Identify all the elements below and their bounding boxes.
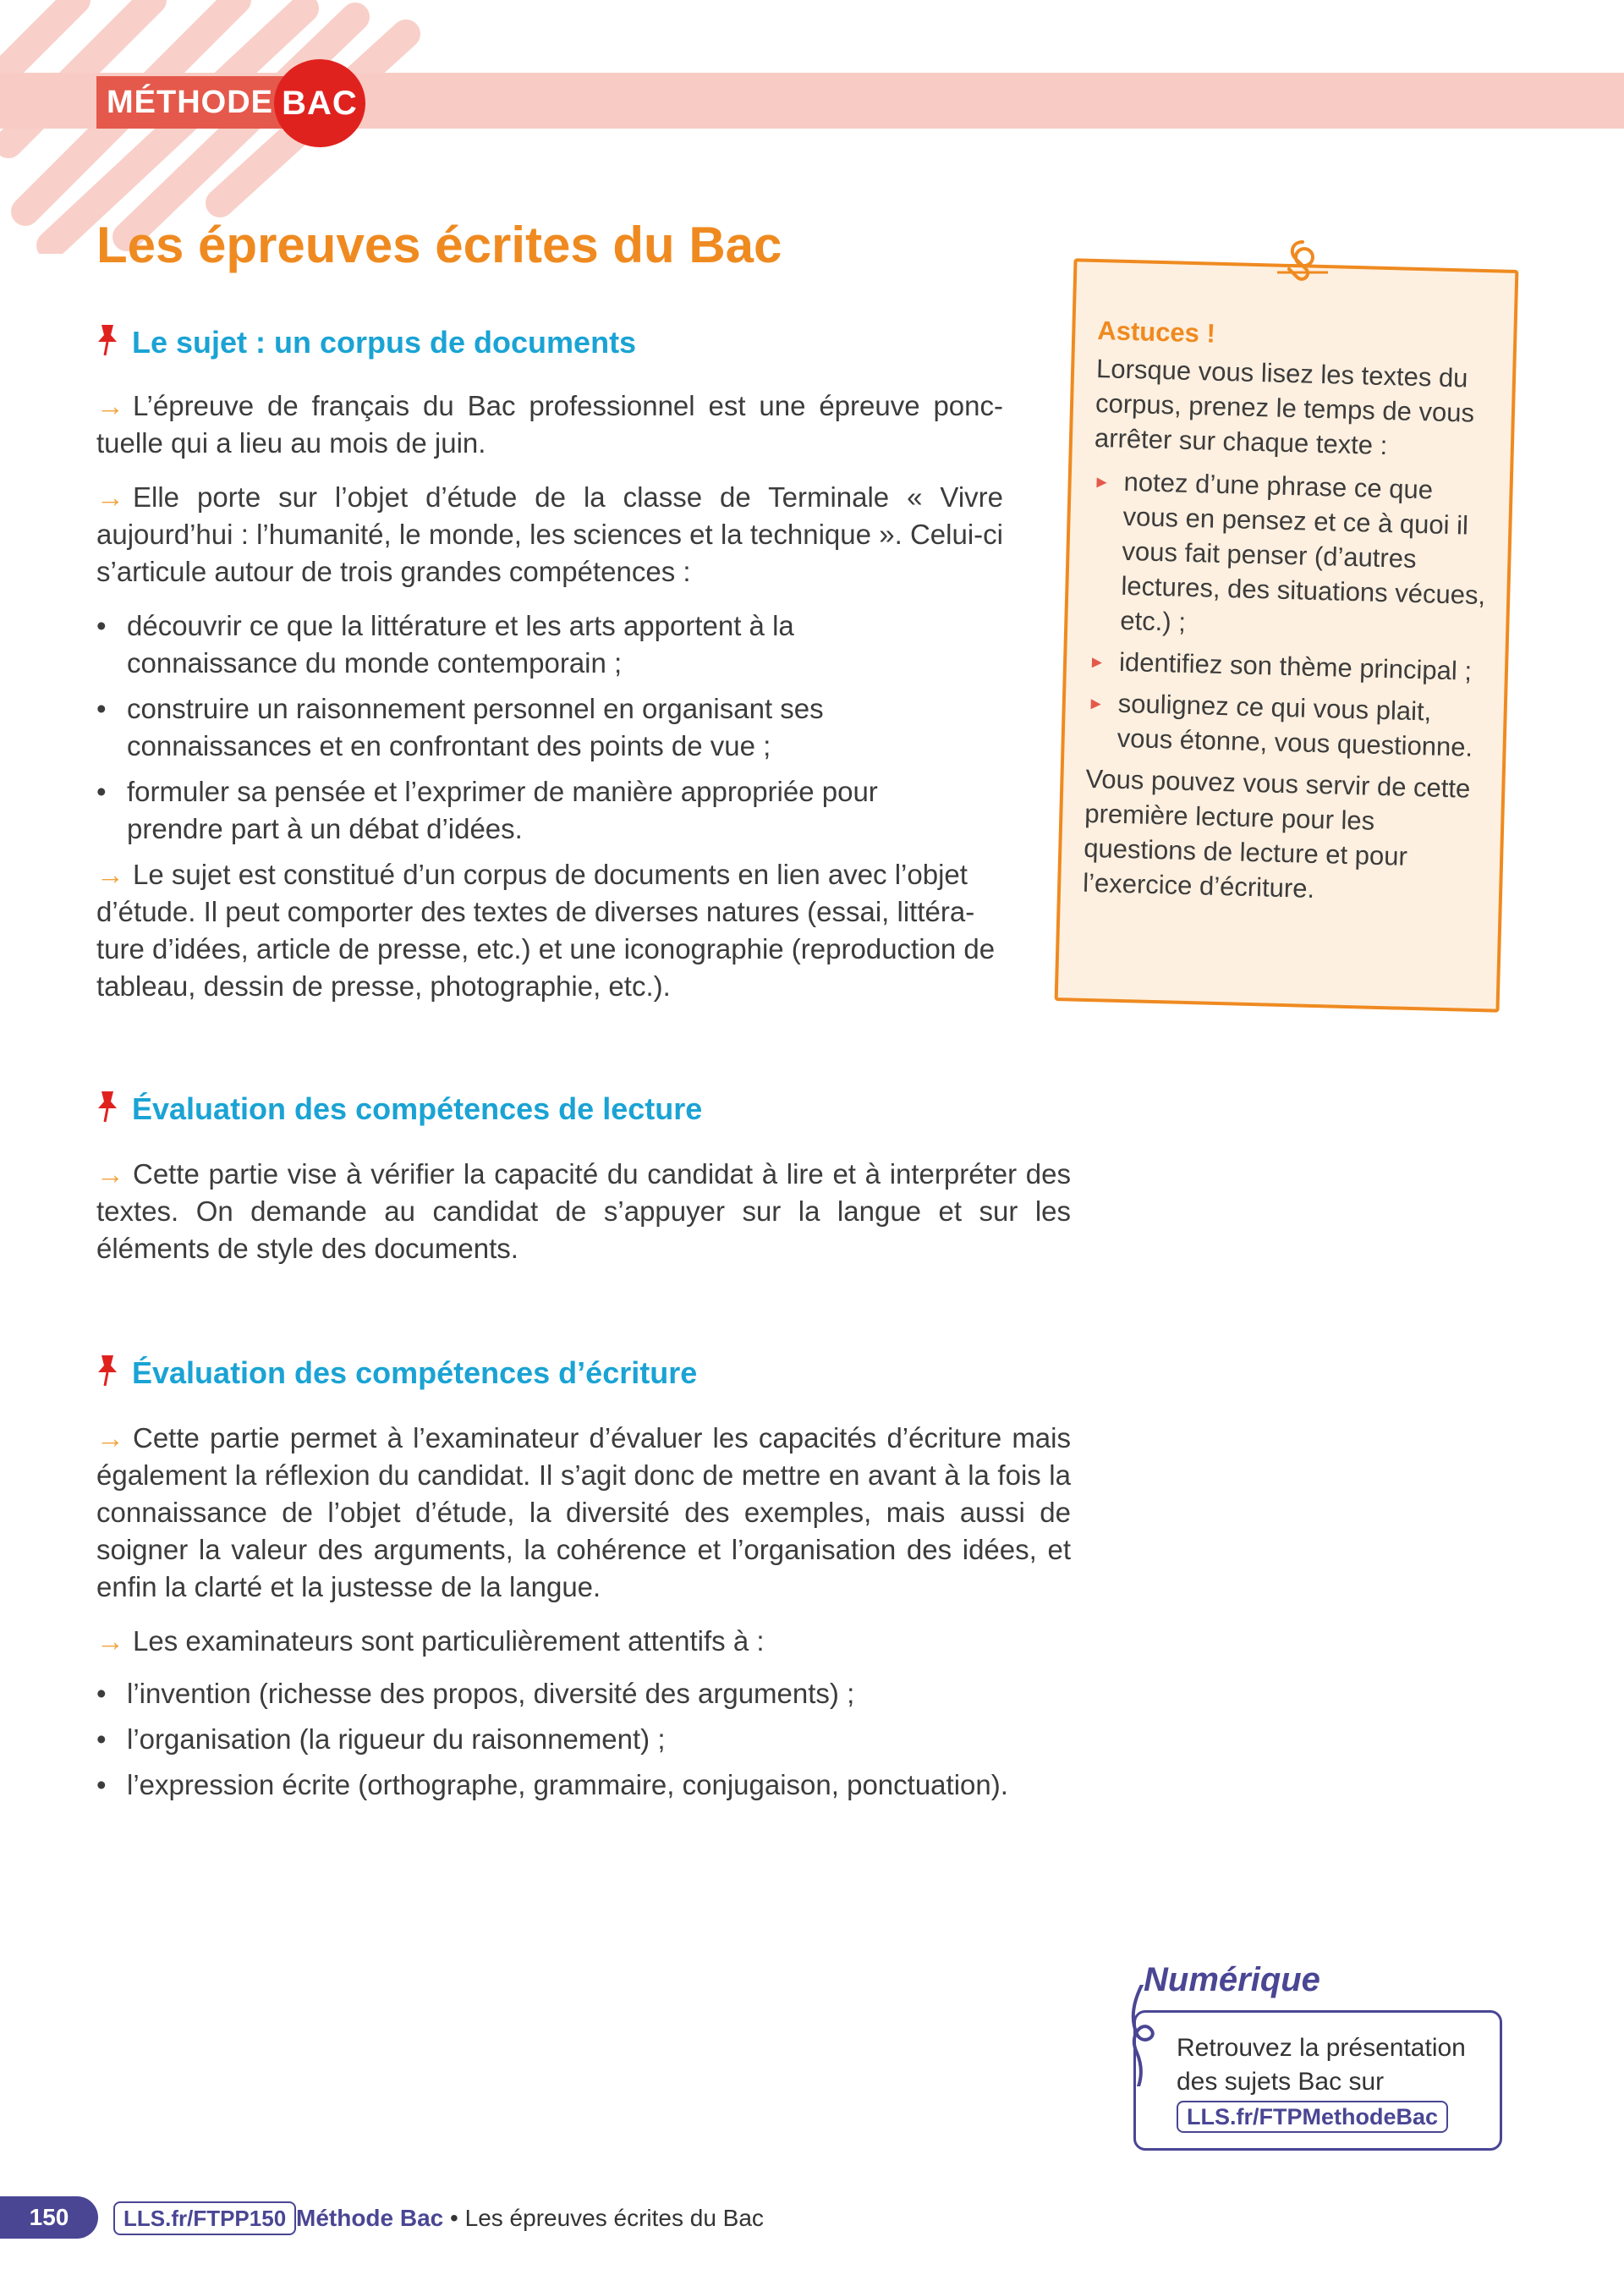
list-item	[96, 690, 930, 765]
footer-section: Méthode Bac	[296, 2205, 444, 2231]
list-item	[96, 1767, 1101, 1804]
paragraph-examinateurs	[96, 1623, 1071, 1660]
paragraph-text: Le sujet est constitué d’un corpus de documents en lien avec l’objet d’étude. Il peut comporter des textes de diverses natures (essai, littéra-ture d’idées, article de presse, etc.) et une iconographie (reproduction de tableau, dessin de presse, photographie, etc.).	[96, 859, 996, 1002]
section-heading-ecriture: Évaluation des compétences d’écriture	[132, 1355, 698, 1390]
pushpin-icon	[95, 1090, 120, 1124]
page-number: 150	[0, 2196, 98, 2239]
list-item-text: construire un raisonnement personnel en organisant ses connaissances et en confrontant des points de vue ;	[127, 693, 824, 761]
arrow-icon: →	[96, 1422, 124, 1453]
list-item-text: découvrir ce que la littérature et les arts apportent à la connaissance du monde contemporain ;	[127, 610, 794, 679]
curl-icon	[1116, 1985, 1167, 2086]
paperclip-icon	[1277, 239, 1328, 298]
list-item	[96, 773, 930, 848]
astuces-intro: Lorsque vous lisez les textes du corpus, prenez le temps de vous arrêter sur chaque texte :	[1094, 354, 1475, 461]
astuces-outro: Vous pouvez vous servir de cette première lecture pour les questions de lecture et pour l’exercice d’écriture.	[1082, 763, 1471, 904]
paragraph-text: Cette partie vise à vérifier la capacité du candidat à lire et à interpréter des textes. On demande au candidat de s’appuyer sur la langue et sur les éléments de style des documents.	[96, 1158, 1071, 1264]
astuces-item-text: soulignez ce qui vous plait, vous étonne, vous questionne.	[1116, 688, 1473, 762]
list-item-text: l’organisation (la rigueur du raisonnement) ;	[127, 1723, 666, 1755]
methode-label: MÉTHODE	[96, 76, 290, 129]
page-title: Les épreuves écrites du Bac	[96, 217, 782, 273]
bullet-icon: •	[96, 610, 107, 641]
astuces-item	[1089, 644, 1487, 689]
bullet-icon: •	[96, 1678, 107, 1709]
footer-running-title	[296, 2203, 764, 2234]
numerique-box	[1133, 2010, 1502, 2151]
arrow-icon: →	[96, 859, 124, 890]
list-item-text: l’invention (richesse des propos, diversité des arguments) ;	[127, 1678, 855, 1709]
list-item	[96, 1675, 1101, 1712]
paragraph-text: Les examinateurs sont particulièrement attentifs à :	[133, 1625, 765, 1657]
paragraph-ecriture	[96, 1420, 1071, 1606]
numerique-line1: Retrouvez la présentation	[1177, 2034, 1466, 2062]
numerique-title: Numérique	[1144, 1961, 1320, 1998]
paragraph-corpus	[96, 856, 1003, 1005]
list-item-text: l’expression écrite (orthographe, grammaire, conjugaison, ponctuation).	[127, 1769, 1008, 1800]
triangle-bullet-icon: ►	[1088, 652, 1106, 673]
list-item-text: formuler sa pensée et l’exprimer de manière appropriée pour prendre part à un débat d’idées.	[127, 776, 878, 844]
numerique-link[interactable]: LLS.fr/FTPMethodeBac	[1177, 2101, 1448, 2133]
section-heading-sujet: Le sujet : un corpus de documents	[132, 325, 637, 360]
numerique-line2: des sujets Bac sur	[1177, 2068, 1385, 2096]
astuces-item	[1089, 464, 1491, 647]
paragraph-text: L’épreuve de français du Bac professionnel est une épreuve ponc-tuelle qui a lieu au mois de juin.	[96, 390, 1003, 459]
astuces-item	[1086, 685, 1485, 765]
paragraph-text: Cette partie permet à l’examinateur d’évaluer les capacités d’écriture mais également la réflexion du candidat. Il s’agit donc de mettre en avant à la fois la connaissance de l’objet d’étude, la diversité des exemples, mais aussi de soigner la valeur des arguments, la cohérence et l’organisation des idées, et enfin la clarté et la justesse de la langue.	[96, 1422, 1071, 1602]
bullet-icon: •	[96, 1769, 107, 1800]
bullet-icon: •	[96, 693, 107, 724]
footer-title: Les épreuves écrites du Bac	[464, 2205, 764, 2231]
section-heading-lecture: Évaluation des compétences de lecture	[132, 1091, 703, 1126]
pushpin-icon	[95, 323, 120, 357]
astuces-item-text: identifiez son thème principal ;	[1118, 646, 1473, 686]
list-item	[96, 607, 930, 682]
arrow-icon: →	[96, 1158, 124, 1190]
bac-badge: BAC	[274, 59, 365, 147]
bullet-icon: •	[96, 776, 107, 807]
footer-link[interactable]: LLS.fr/FTPP150	[113, 2201, 296, 2235]
pushpin-icon	[95, 1354, 120, 1388]
paragraph-objet-etude	[96, 479, 1003, 591]
paragraph-epreuve	[96, 387, 1003, 462]
arrow-icon: →	[96, 1625, 124, 1657]
astuces-title: Astuces !	[1096, 316, 1216, 349]
footer-separator: •	[450, 2205, 458, 2231]
paragraph-lecture	[96, 1156, 1071, 1267]
triangle-bullet-icon: ►	[1087, 694, 1105, 714]
astuces-item-text: notez d’une phrase ce que vous en pensez et ce à quoi il vous fait penser (d’autres lectures, des situations vécues, etc.) ;	[1119, 466, 1486, 637]
bullet-icon: •	[96, 1723, 107, 1755]
arrow-icon: →	[96, 481, 124, 513]
paragraph-text: Elle porte sur l’objet d’étude de la classe de Terminale « Vivre aujourd’hui : l’humanité, le monde, les sciences et la technique ». Celui-ci s’articule autour de trois grandes compétences :	[96, 481, 1003, 587]
arrow-icon: →	[96, 390, 124, 421]
list-item	[96, 1721, 1101, 1758]
triangle-bullet-icon: ►	[1093, 472, 1111, 492]
astuces-card	[1055, 258, 1519, 1012]
